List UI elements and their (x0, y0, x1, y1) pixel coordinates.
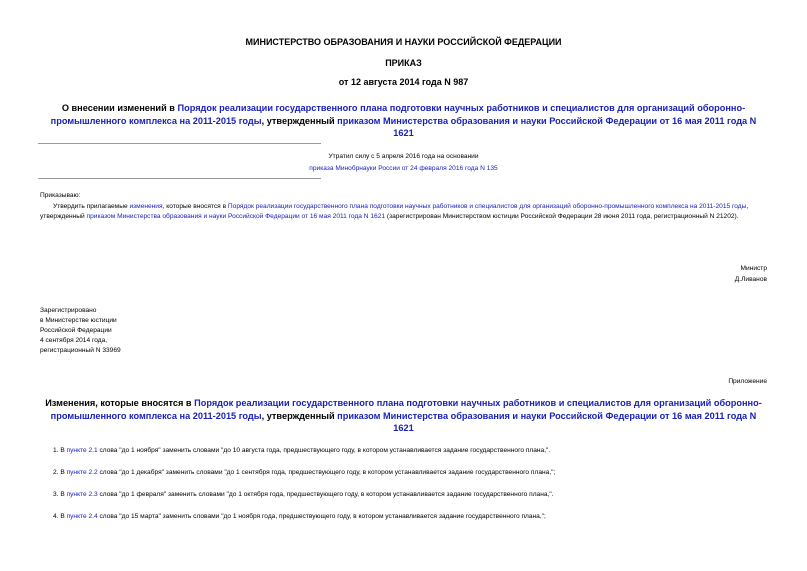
repeal-notice-link[interactable]: приказа Минобрнауки России от 24 февраля 2016 года N 135 (309, 165, 498, 172)
item-text: слова "до 1 ноября" заменить словами "до 10 августа года, предшествующего году, в котором устанавливается задание государственного плана,". (97, 447, 551, 454)
registration-line-3: Российской Федерации (40, 327, 112, 334)
order-link-poryadok[interactable]: Порядок реализации государственного плана подготовки научных работников и специалистов для организаций оборонно-промышленного комплекса на 2011-2015 годы (227, 203, 747, 210)
item-link-2-4[interactable]: пункте 2.4 (66, 513, 98, 520)
signature-name: Д.Ливанов (734, 276, 767, 283)
list-item (53, 469, 555, 476)
title-link-poryadok[interactable]: Порядок реализации государственного плана подготовки научных работников и специалистов для организаций оборонно-промышленного комплекса на 2011-2015 годы (50, 103, 746, 126)
registration-line-1: Зарегистрировано (40, 307, 97, 314)
signature-role: Министр (740, 265, 767, 272)
order-link-prikaz[interactable]: приказом Министерства образования и науки Российской Федерации от 16 мая 2011 года N 1621 (86, 213, 386, 220)
doc-type-heading: ПРИКАЗ (385, 58, 422, 68)
item-number: 1. В (53, 447, 67, 454)
item-text: слова "до 1 февраля" заменить словами "до 1 октября года, предшествующего году, в котором устанавливается задание государственного плана,". (97, 491, 554, 498)
order-link-izmeneniya[interactable]: изменения (129, 203, 163, 210)
registration-line-4: 4 сентября 2014 года, (40, 337, 108, 344)
item-link-2-1[interactable]: пункте 2.1 (66, 447, 98, 454)
repeal-notice-text: Утратил силу с 5 апреля 2016 года на основании (328, 153, 479, 160)
repeal-notice-link-line (0, 164, 807, 174)
list-item (53, 447, 550, 454)
list-item (53, 491, 554, 498)
order-text-2: , которые вносятся в (162, 203, 228, 210)
order-text-3: , утвержденный (40, 203, 749, 220)
item-link-2-3[interactable]: пункте 2.3 (66, 491, 98, 498)
registration-line-5: регистрационный N 33969 (40, 347, 121, 354)
appendix-title (40, 397, 767, 435)
order-paragraph (40, 202, 769, 222)
appendix-text-2: , утвержденный (261, 410, 338, 421)
order-text-1: Утвердить прилагаемые (53, 203, 130, 210)
item-text: слова "до 1 декабря" заменить словами "до 1 сентября года, предшествующего году, в котором устанавливается задание государственного плана,"; (97, 469, 556, 476)
appendix-text-1: Изменения, которые вносятся в (45, 398, 195, 408)
list-item (53, 513, 546, 520)
title-text-1: О внесении изменений в (61, 103, 178, 113)
appendix-link-poryadok[interactable]: Порядок реализации государственного плана подготовки научных работников и специалистов для организаций оборонно-промышленного комплекса на 2011-2015 годы (50, 398, 762, 421)
item-number: 4. В (53, 513, 67, 520)
item-text: слова "до 15 марта" заменить словами "до 1 ноября года, предшествующего году, в котором устанавливается задание государственного плана,"; (97, 513, 546, 520)
appendix-label: Приложение (728, 378, 767, 385)
ministry-heading: МИНИСТЕРСТВО ОБРАЗОВАНИЯ И НАУКИ РОССИЙСКОЙ ФЕДЕРАЦИИ (245, 37, 562, 47)
item-link-2-2[interactable]: пункте 2.2 (66, 469, 98, 476)
item-number: 2. В (53, 469, 67, 476)
order-text-4: (зарегистрирован Министерством юстиции Российской Федерации 28 июня 2011 года, регистрационный N 21202). (385, 213, 739, 220)
item-number: 3. В (53, 491, 67, 498)
date-number-heading: от 12 августа 2014 года N 987 (338, 77, 469, 87)
title-text-2: , утвержденный (261, 115, 338, 126)
notice-top-divider (38, 143, 321, 144)
document-title (40, 102, 767, 140)
notice-bottom-divider (38, 178, 321, 179)
registration-block (40, 306, 121, 356)
registration-line-2: в Министерстве юстиции (40, 317, 117, 324)
appendix-link-prikaz[interactable]: приказом Министерства образования и науки Российской Федерации от 16 мая 2011 года N 1621 (337, 410, 757, 433)
order-word: Приказываю: (40, 192, 81, 199)
title-link-prikaz[interactable]: приказом Министерства образования и науки Российской Федерации от 16 мая 2011 года N 1621 (337, 115, 757, 138)
